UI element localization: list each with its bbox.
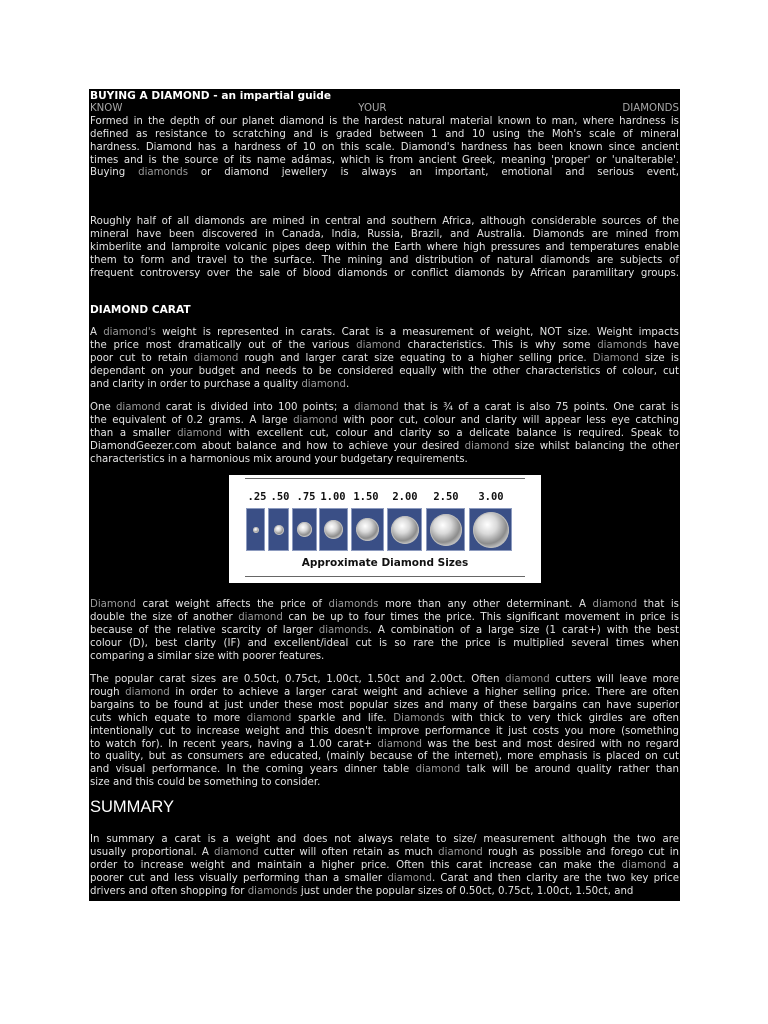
diamond-link[interactable]: diamond <box>621 859 667 871</box>
text-run: characteristics. This is why some <box>400 339 598 351</box>
text-run: have <box>647 339 679 351</box>
text-run: was the best and most desired with no regard <box>422 738 679 750</box>
paragraph-line: frequent controversy over the sale of blood diamonds or conflict diamonds by African paramilitary groups. <box>90 267 679 279</box>
diamond-link[interactable]: diamond <box>246 712 292 724</box>
text-run: with thick to very thick girdles are often <box>444 712 680 724</box>
paragraph-line <box>90 428 679 441</box>
diamond-link[interactable]: diamonds <box>597 339 648 351</box>
text-run: with excellent cut, colour and clarity so a delicate balance is required. Speak to <box>221 427 679 439</box>
diamond-icon <box>324 520 343 539</box>
intro-section <box>90 90 679 180</box>
diamond-link[interactable]: diamond <box>177 427 222 439</box>
diamond-link[interactable]: diamond <box>438 846 483 858</box>
text-run: comparing a similar size with poorer features. <box>90 650 325 662</box>
text-run: DiamondGeezer.com about balance and how to achieve your desired <box>90 440 465 452</box>
text-run: can be up to four times the price. This significant movement in price is <box>282 611 680 623</box>
diamond-icon <box>253 527 259 533</box>
paragraph-line <box>90 700 679 713</box>
diamond-link[interactable]: diamonds <box>247 885 298 897</box>
diamond-link[interactable]: diamond <box>415 764 461 776</box>
text-run: more than any other determinant. A <box>378 599 593 610</box>
paragraph-line <box>90 402 679 415</box>
word: is <box>340 167 349 179</box>
diamond-link[interactable]: diamond <box>301 378 346 390</box>
carat-paragraph-4 <box>90 674 679 790</box>
diamond-tile <box>469 508 512 551</box>
diamond-tile <box>292 508 317 551</box>
diamond-link[interactable]: Diamond <box>592 352 639 364</box>
page-title: BUYING A DIAMOND - an impartial guide <box>90 90 332 102</box>
text-run: order to increase weight and maintain a higher price. Often this carat increase can make the <box>90 859 622 871</box>
text-run: cutter will often retain as much <box>258 846 439 858</box>
size-label: 3.00 <box>478 491 504 503</box>
text-run: double the size of another <box>90 611 239 623</box>
diamond-link[interactable]: Diamonds <box>393 712 445 724</box>
paragraph-line <box>90 625 679 638</box>
paragraph-line <box>90 751 679 764</box>
text-run: the price most dramatically out of the various <box>90 339 357 351</box>
diamond-icon <box>356 518 379 541</box>
paragraph-line <box>90 834 679 847</box>
paragraph-line: them to form and travel to the surface. The mining and distribution of natural diamonds are subjects of <box>90 254 679 266</box>
text-run: talk will be around quality rather than <box>460 764 679 776</box>
intro-line: times and is the source of its name adámas, which is from ancient Greek, meaning 'proper' or 'unalterable'. <box>90 154 679 166</box>
paragraph-line: kimberlite and lamproite volcanic pipes deep within the Earth where high pressures and temperatures enable <box>90 241 679 253</box>
text-run: carat weight affects the price of <box>136 599 329 610</box>
diamond-link[interactable]: diamond <box>354 402 399 413</box>
size-label: .25 <box>247 491 267 503</box>
size-label: .75 <box>296 491 316 503</box>
document-page <box>89 89 680 901</box>
diamond-link[interactable]: diamond <box>387 872 432 884</box>
paragraph-line <box>90 599 679 612</box>
paragraph-line <box>90 415 679 428</box>
know-word: KNOW <box>90 102 123 114</box>
summary-heading: SUMMARY <box>90 798 175 816</box>
text-run: colour (D), best clarity (IF) and excellent/ideal cut is so rare the price is multiplied several times when <box>90 637 679 649</box>
text-run: in order to achieve a larger carat weight and achieve a higher selling price. There are often <box>169 686 679 698</box>
text-run: a <box>666 859 679 871</box>
paragraph-line <box>90 454 679 467</box>
text-run: carat is divided into 100 points; a <box>160 402 355 413</box>
text-run: rough and larger carat size equating to a higher selling price. <box>238 352 593 364</box>
diamond-link[interactable]: diamonds <box>318 624 369 636</box>
summary-paragraph <box>90 834 679 899</box>
paragraph-line <box>90 739 679 752</box>
text-run: . A combination of a large size (1 carat+) with the best <box>368 624 679 636</box>
size-label: 2.00 <box>392 491 418 503</box>
word: important, <box>434 167 489 179</box>
africa-paragraph <box>90 216 679 281</box>
size-label: 2.50 <box>433 491 459 503</box>
intro-line-buying <box>90 167 679 180</box>
know-your-diamonds-line <box>90 103 679 116</box>
diamond-link[interactable]: diamond <box>125 686 170 698</box>
diamond-icon <box>430 514 462 546</box>
text-run: with poor cut, colour and clarity will appear less eye catching <box>337 414 680 426</box>
diamond-link[interactable]: diamond <box>377 738 423 750</box>
paragraph-line <box>90 713 679 726</box>
paragraph-line <box>90 353 679 366</box>
text-run: that is ¾ of a carat is also 75 points. One carat is <box>398 402 679 413</box>
diamond-carat-heading: DIAMOND CARAT <box>90 304 191 316</box>
text-run: just under the popular sizes of 0.50ct, 0.75ct, 1.00ct, 1.50ct, and <box>297 885 634 897</box>
diamond-link[interactable]: diamonds <box>328 599 379 610</box>
figure-top-rule <box>245 478 525 479</box>
intro-line: hardness. Diamond has a hardness of 10 on this scale. Diamond's hardness has been known since ancient <box>90 141 679 153</box>
paragraph-line <box>90 886 679 899</box>
word: always <box>361 167 397 179</box>
text-run: dependant on your budget and needs to be considered equally with the other characteristics of colour, cut <box>90 365 679 377</box>
diamond-icon <box>391 516 419 544</box>
intro-line: defined as resistance to scratching and is graded between 1 and 10 using the Moh's scale of mineral <box>90 128 679 140</box>
text-run: drivers and often shopping for <box>90 885 248 897</box>
carat-paragraph-3 <box>90 599 679 664</box>
text-run: . <box>345 378 350 390</box>
diamond-size-chart <box>229 475 541 583</box>
carat-paragraph-2 <box>90 402 679 467</box>
text-run: The popular carat sizes are 0.50ct, 0.75ct, 1.00ct, 1.50ct and 2.00ct. Often <box>90 674 506 685</box>
diamond-tile <box>319 508 348 551</box>
paragraph-line <box>90 847 679 860</box>
word: diamond <box>224 167 269 179</box>
text-run: characteristics in a harmonious mix around your budgetary requirements. <box>90 453 468 465</box>
text-run: to quality, but as consumers are educated, (mainly because of the internet), more emphasis is placed on cut <box>90 751 679 763</box>
paragraph-line <box>90 612 679 625</box>
text-run: rough <box>90 686 126 698</box>
text-run: size and this could be something to consider. <box>90 777 321 789</box>
text-run: size is <box>638 352 679 364</box>
text-run: A <box>90 327 104 338</box>
paragraph-line <box>90 327 679 340</box>
diamond-link[interactable]: diamond <box>213 846 259 858</box>
diamond-link[interactable]: diamond <box>293 414 338 426</box>
text-run: . Carat and then clarity are the two key price <box>431 872 679 884</box>
word: an <box>409 167 423 179</box>
text-run: than a smaller <box>90 427 178 439</box>
text-run: cutters will leave more <box>549 674 679 685</box>
diamond-link[interactable]: diamond <box>238 611 283 623</box>
diamonds-word: DIAMONDS <box>622 102 679 114</box>
diamond-link[interactable]: diamond <box>592 599 638 610</box>
paragraph-line <box>90 873 679 886</box>
text-run: size whilst balancing the other <box>509 440 680 452</box>
paragraph-line <box>90 764 679 777</box>
paragraph-line <box>90 340 679 353</box>
your-word: YOUR <box>358 102 387 114</box>
diamond-tile <box>268 508 289 551</box>
paragraph-line <box>90 674 679 687</box>
diamond-icon <box>473 512 509 548</box>
word: event, <box>646 167 680 179</box>
paragraph-line <box>90 726 679 739</box>
text-run: and visual performance. In the coming years dinner table <box>90 764 416 776</box>
text-run: rough as possible and forego cut in <box>482 846 679 858</box>
size-label: .50 <box>270 491 290 503</box>
paragraph-line <box>90 860 679 873</box>
text-run: because of the relative scarcity of larger <box>90 624 319 636</box>
word: and <box>565 167 585 179</box>
text-run: the equivalent of 0.2 grams. A large <box>90 414 294 426</box>
carat-paragraph-1 <box>90 327 679 392</box>
text-run: cuts which equate to more <box>90 712 247 724</box>
paragraph-line <box>90 687 679 700</box>
figure-bottom-rule <box>245 576 525 577</box>
text-run: poorer cut and less visually performing than a smaller <box>90 872 388 884</box>
diamonds-link[interactable]: diamonds <box>138 167 189 179</box>
paragraph-line: mineral have been discovered in Canada, India, Russia, Brazil, and Australia. Diamonds are mined from <box>90 228 679 240</box>
diamond-icon <box>297 522 312 537</box>
text-run: that is <box>637 599 679 610</box>
diamond-link[interactable]: diamond <box>505 674 550 685</box>
diamond-link[interactable]: diamond <box>115 402 161 413</box>
diamond-tile <box>426 508 465 551</box>
diamond-icon <box>274 525 284 535</box>
text-run: weight is represented in carats. Carat is a measurement of weight, NOT size. Weight impacts <box>155 327 679 338</box>
intro-line: Formed in the depth of our planet diamond is the hardest natural material known to man, where hardness is <box>90 115 679 127</box>
diamond-link[interactable]: Diamond <box>90 599 136 610</box>
diamond-tile <box>387 508 422 551</box>
diamond-link[interactable]: diamond <box>356 339 401 351</box>
diamond-link[interactable]: diamond <box>193 352 239 364</box>
paragraph-line <box>90 441 679 454</box>
text-run: intentionally cut to increase weight and this doesn't improve performance it just costs you more (something <box>90 725 679 737</box>
text-run: poor cut to retain <box>90 352 194 364</box>
paragraph-line: Roughly half of all diamonds are mined in central and southern Africa, although considerable sources of the <box>90 216 679 227</box>
diamond-tile <box>246 508 265 551</box>
size-label: 1.00 <box>320 491 346 503</box>
diamond-tile <box>351 508 384 551</box>
text-run: usually proportional. A <box>90 846 214 858</box>
word: jewellery <box>281 167 328 179</box>
paragraph-line <box>90 366 679 379</box>
size-label: 1.50 <box>353 491 379 503</box>
text-run: In summary a carat is a weight and does not always relate to size/ measurement although the two are <box>90 834 679 845</box>
word: serious <box>597 167 634 179</box>
figure-caption: Approximate Diamond Sizes <box>301 557 469 569</box>
text-run: bargains to be found at just under these most popular sizes and many of these bargains can have superior <box>90 699 679 711</box>
paragraph-line <box>90 379 679 392</box>
text-run: One <box>90 402 116 413</box>
paragraph-line <box>90 651 679 664</box>
paragraph-line <box>90 638 679 651</box>
text-run: and clarity in order to purchase a quality <box>90 378 302 390</box>
word: emotional <box>501 167 553 179</box>
diamond-link[interactable]: diamond <box>464 440 510 452</box>
word: or <box>200 167 212 179</box>
paragraph-line <box>90 777 679 790</box>
text-run: sparkle and life. <box>291 712 394 724</box>
diamond-link[interactable]: diamond's <box>103 327 156 338</box>
word: Buying <box>90 167 126 179</box>
text-run: to watch for). In recent years, having a 1.00 carat+ <box>90 738 378 750</box>
